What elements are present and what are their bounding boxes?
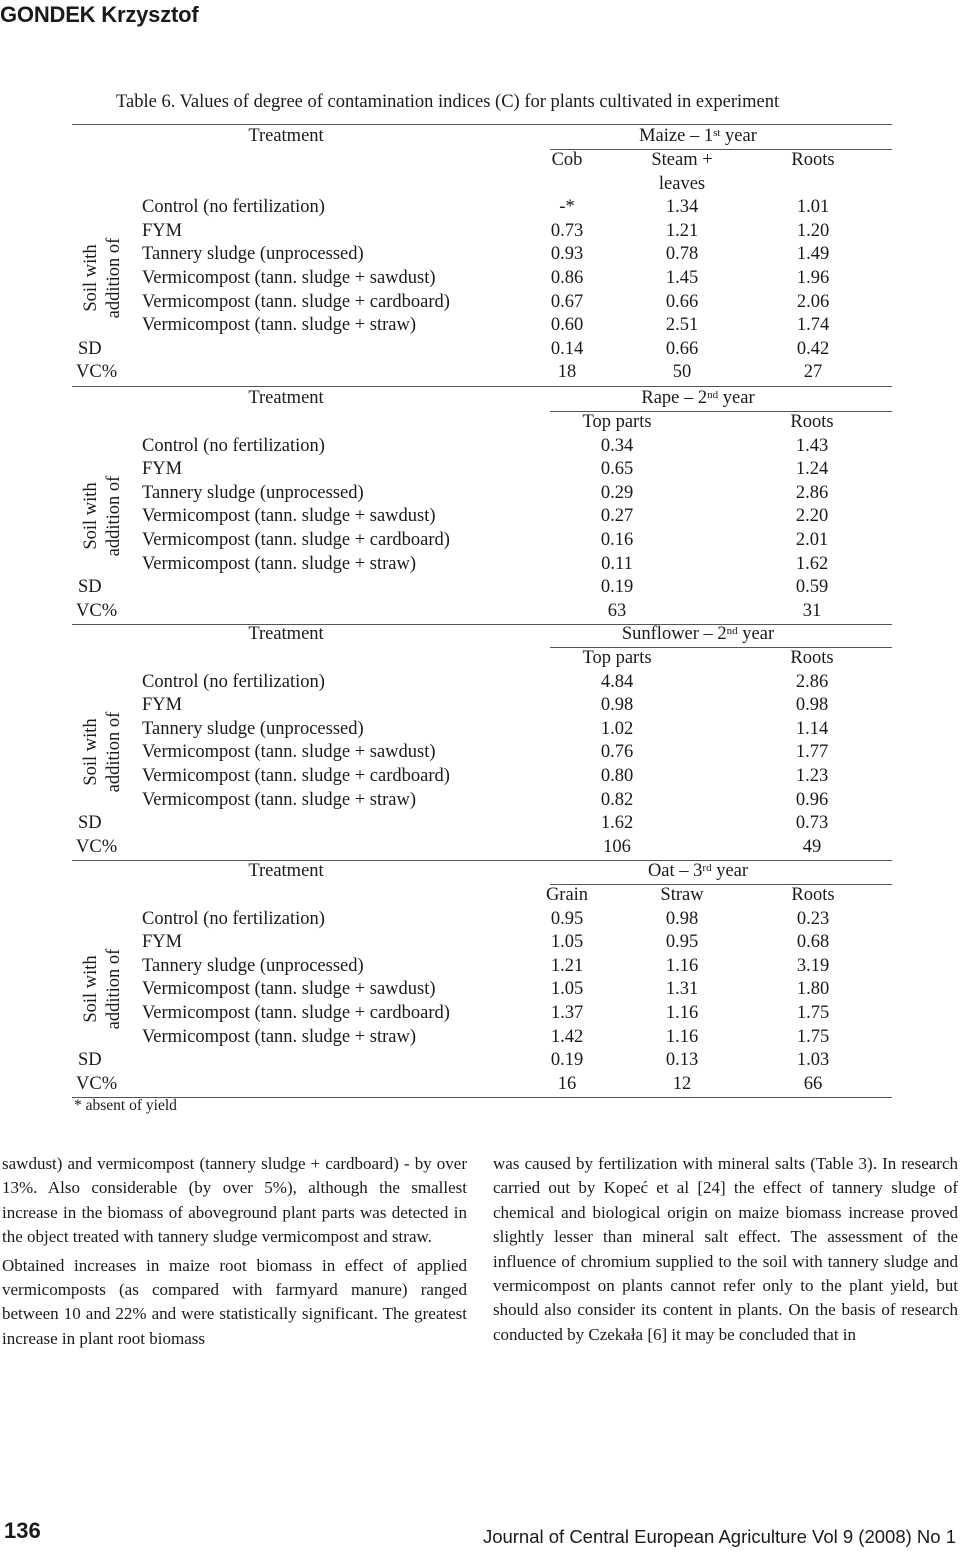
table-cell: 3.19 xyxy=(796,955,830,976)
table-rule xyxy=(72,386,892,387)
crop-header xyxy=(639,125,757,147)
vc-value: 16 xyxy=(557,1073,577,1094)
treatment-label: Vermicompost (tann. sludge + straw) xyxy=(142,789,417,810)
crop-year: year xyxy=(711,861,749,881)
table-cell: 2.06 xyxy=(796,291,830,312)
body-column-left xyxy=(2,1152,467,1355)
table-cell: 0.65 xyxy=(600,459,634,480)
table-cell: 0.23 xyxy=(796,908,830,929)
sd-value: 0.73 xyxy=(795,813,829,834)
soil-group-label-line1: Soil with xyxy=(81,718,101,787)
crop-header xyxy=(648,860,748,882)
vc-value: 12 xyxy=(672,1073,692,1094)
table-cell: 1.16 xyxy=(665,955,699,976)
table-cell: 0.16 xyxy=(600,530,634,550)
soil-group-label xyxy=(80,238,126,319)
table-cell: 1.43 xyxy=(795,435,829,456)
treatment-label: FYM xyxy=(142,932,183,953)
column-header: Steam + xyxy=(651,150,713,170)
treatment-label: FYM xyxy=(142,459,183,480)
table-cell: 1.05 xyxy=(550,979,584,1000)
table-cell: 1.20 xyxy=(796,220,830,241)
table-rule xyxy=(72,860,892,861)
table-cell: 0.82 xyxy=(600,789,634,810)
treatment-label: Vermicompost (tann. sludge + straw) xyxy=(142,315,417,336)
table-cell: 1.37 xyxy=(550,1003,584,1023)
table-cell: 1.05 xyxy=(550,932,584,953)
table-cell: 1.21 xyxy=(665,220,699,241)
table-cell: 1.74 xyxy=(796,315,830,336)
table-cell: 1.49 xyxy=(796,244,830,265)
treatment-label: Vermicompost (tann. sludge + straw) xyxy=(142,553,417,574)
sd-label: SD xyxy=(78,1050,102,1071)
treatment-label: Tannery sludge (unprocessed) xyxy=(142,482,364,503)
table-cell: 1.75 xyxy=(796,1026,830,1047)
treatment-label: Vermicompost (tann. sludge + sawdust) xyxy=(142,742,436,763)
table-cell: 0.93 xyxy=(550,244,584,265)
sd-value: 0.19 xyxy=(550,1050,584,1071)
table-cell: 1.96 xyxy=(796,268,830,288)
body-column-right xyxy=(493,1152,958,1351)
table-cell: 1.14 xyxy=(795,718,829,739)
crop-name: Sunflower – 2 xyxy=(621,624,727,644)
treatment-label: Vermicompost (tann. sludge + cardboard) xyxy=(142,1003,450,1023)
table-cell: 0.29 xyxy=(600,482,634,503)
treatment-label: Tannery sludge (unprocessed) xyxy=(142,244,364,265)
table-cell: 0.95 xyxy=(550,908,584,929)
treatment-label: Vermicompost (tann. sludge + cardboard) xyxy=(142,291,450,312)
treatment-label: Control (no fertilization) xyxy=(142,435,325,456)
sd-value: 0.14 xyxy=(550,338,584,359)
table-cell: 1.21 xyxy=(550,955,584,976)
sd-label: SD xyxy=(78,338,102,359)
treatment-label: Control (no fertilization) xyxy=(142,197,325,218)
soil-group-label-line1: Soil with xyxy=(81,244,101,312)
sd-value: 1.62 xyxy=(600,813,634,834)
vc-value: 18 xyxy=(557,362,577,383)
vc-label: VC% xyxy=(76,362,118,383)
vc-value: 49 xyxy=(802,836,822,857)
treatment-header: Treatment xyxy=(248,388,324,408)
table-cell: 1.75 xyxy=(796,1003,830,1023)
soil-group-label xyxy=(80,476,126,557)
table-cell: 0.34 xyxy=(600,435,634,456)
soil-group-label-line1: Soil with xyxy=(81,955,101,1024)
column-header: Cob xyxy=(551,150,583,170)
treatment-label: Tannery sludge (unprocessed) xyxy=(142,718,364,739)
table-cell: 0.67 xyxy=(550,291,584,312)
column-header: Roots xyxy=(791,885,835,905)
vc-label: VC% xyxy=(76,836,118,857)
sd-value: 0.59 xyxy=(795,577,829,598)
table-rule xyxy=(72,124,892,125)
page-number: 136 xyxy=(4,1518,41,1543)
table-cell: 0.11 xyxy=(601,553,633,574)
sd-label: SD xyxy=(78,577,102,598)
table-cell: 0.80 xyxy=(600,766,634,786)
treatment-label: Vermicompost (tann. sludge + sawdust) xyxy=(142,506,436,527)
soil-group-label-line2: addition of xyxy=(104,476,124,557)
table-footnote: * absent of yield xyxy=(74,1097,177,1114)
soil-group-label xyxy=(80,712,126,793)
table-cell: 1.23 xyxy=(795,766,829,786)
sd-value: 0.13 xyxy=(665,1050,699,1071)
column-header: Top parts xyxy=(582,412,652,432)
vc-value: 66 xyxy=(803,1073,823,1094)
table-cell: 0.68 xyxy=(796,932,830,953)
table-cell: 1.31 xyxy=(665,979,699,1000)
treatment-header: Treatment xyxy=(248,624,324,644)
crop-year: year xyxy=(720,126,757,146)
table-cell: 0.98 xyxy=(600,695,634,716)
table-cell: 1.34 xyxy=(665,197,699,218)
crop-year: year xyxy=(737,624,775,644)
column-header: Straw xyxy=(660,885,704,905)
column-header: Roots xyxy=(791,150,835,170)
crop-header xyxy=(641,387,754,409)
table-cell: 1.77 xyxy=(795,742,829,763)
treatment-label: Control (no fertilization) xyxy=(142,908,325,929)
table-cell: 1.80 xyxy=(796,979,830,1000)
table-caption: Table 6. Values of degree of contamination indices (C) for plants cultivated in experiment xyxy=(116,92,780,112)
soil-group-label xyxy=(80,949,126,1030)
table-cell: -* xyxy=(559,197,575,218)
table-cell: 0.95 xyxy=(665,932,699,953)
table-cell: 2.01 xyxy=(795,530,829,550)
vc-value: 50 xyxy=(672,362,692,383)
crop-ordinal: st xyxy=(713,127,721,139)
table-cell: 0.27 xyxy=(600,506,634,527)
table-cell: 0.98 xyxy=(795,695,829,716)
treatment-label: Control (no fertilization) xyxy=(142,671,325,692)
table-cell: 1.02 xyxy=(600,718,634,739)
vc-value: 27 xyxy=(803,362,823,383)
table-cell: 4.84 xyxy=(600,671,634,692)
crop-ordinal: nd xyxy=(707,389,719,401)
paragraph: sawdust) and vermicompost (tannery sludge + cardboard) - by over 13%. Also considerable (by over 5%), although the smallest increase in the biomass of aboveground plant parts was detected in the object treated with tannery sludge vermicompost and straw. xyxy=(2,1154,467,1247)
crop-ordinal: rd xyxy=(702,862,712,874)
table-rule xyxy=(72,1097,892,1098)
table-subrule xyxy=(550,149,892,150)
table-cell: 1.42 xyxy=(550,1026,584,1047)
table-cell: 0.76 xyxy=(600,742,634,763)
table-cell: 0.96 xyxy=(795,789,829,810)
table-cell: 1.16 xyxy=(665,1026,699,1047)
vc-value: 63 xyxy=(607,600,627,621)
column-header: Roots xyxy=(790,412,834,432)
sd-value: 1.03 xyxy=(796,1050,830,1071)
column-header-continued: leaves xyxy=(658,173,706,194)
treatment-label: Vermicompost (tann. sludge + cardboard) xyxy=(142,766,450,786)
table-cell: 0.78 xyxy=(665,244,699,265)
table-cell: 1.01 xyxy=(796,197,830,218)
table-cell: 2.20 xyxy=(795,506,829,527)
crop-name: Maize – 1 xyxy=(639,126,714,146)
table-cell: 1.16 xyxy=(665,1003,699,1023)
table-cell: 0.86 xyxy=(550,268,584,288)
table-cell: 1.62 xyxy=(795,553,829,574)
crop-year: year xyxy=(718,388,755,408)
journal-footer: Journal of Central European Agriculture Vol 9 (2008) No 1 xyxy=(482,1526,956,1547)
table-cell: 1.24 xyxy=(795,459,829,480)
table-cell: 1.45 xyxy=(665,268,699,288)
column-header: Grain xyxy=(545,885,589,905)
soil-group-label-line2: addition of xyxy=(104,712,124,793)
sd-value: 0.66 xyxy=(665,338,699,359)
sd-label: SD xyxy=(78,813,102,834)
treatment-header: Treatment xyxy=(248,861,324,881)
vc-value: 31 xyxy=(802,600,822,621)
column-header: Top parts xyxy=(582,648,652,668)
crop-header xyxy=(622,623,774,645)
sd-value: 0.19 xyxy=(600,577,634,598)
author-header: GONDEK Krzysztof xyxy=(0,2,199,27)
sd-value: 0.42 xyxy=(796,338,830,359)
paragraph: was caused by fertilization with mineral salts (Table 3). In research carried out by Kopeć et al [24] the effect of tannery sludge of chemical and biological origin on maize biomass increase proved slightly lesser than mineral salt effect. The assessment of the influence of chromium supplied to the soil with tannery sludge and vermicompost on plants cannot refer only to the plant yield, but should also consider its content in plants. On the basis of research conducted by Czekała [6] it may be concluded that in xyxy=(493,1154,958,1344)
treatment-label: Vermicompost (tann. sludge + sawdust) xyxy=(142,979,436,1000)
vc-label: VC% xyxy=(76,600,118,621)
table-cell: 0.73 xyxy=(550,220,584,241)
treatment-label: FYM xyxy=(142,220,183,241)
treatment-label: Vermicompost (tann. sludge + cardboard) xyxy=(142,530,450,550)
crop-name: Oat – 3 xyxy=(647,861,703,881)
table-subrule xyxy=(550,884,892,885)
vc-label: VC% xyxy=(76,1073,118,1094)
paragraph: Obtained increases in maize root biomass in effect of applied vermicomposts (as compared with farmyard manure) ranged between 10 and 22% and were statistically significant. The greatest increase in plant root biomass xyxy=(2,1255,467,1348)
table-cell: 0.98 xyxy=(665,908,699,929)
treatment-label: Tannery sludge (unprocessed) xyxy=(142,955,364,976)
treatment-label: Vermicompost (tann. sludge + sawdust) xyxy=(142,268,436,288)
table-cell: 0.66 xyxy=(665,291,699,312)
soil-group-label-line2: addition of xyxy=(104,949,124,1030)
treatment-header: Treatment xyxy=(248,126,324,146)
treatment-label: FYM xyxy=(142,695,183,716)
soil-group-label-line1: Soil with xyxy=(81,482,101,551)
soil-group-label-line2: addition of xyxy=(104,237,124,319)
column-header: Roots xyxy=(790,648,834,668)
table-cell: 2.86 xyxy=(795,482,829,503)
treatment-label: Vermicompost (tann. sludge + straw) xyxy=(142,1026,417,1047)
crop-name: Rape – 2 xyxy=(641,388,708,408)
table-cell: 0.60 xyxy=(550,315,584,336)
table-cell: 2.86 xyxy=(795,671,829,692)
vc-value: 106 xyxy=(603,836,631,857)
table-cell: 2.51 xyxy=(665,315,699,336)
crop-ordinal: nd xyxy=(726,625,738,637)
